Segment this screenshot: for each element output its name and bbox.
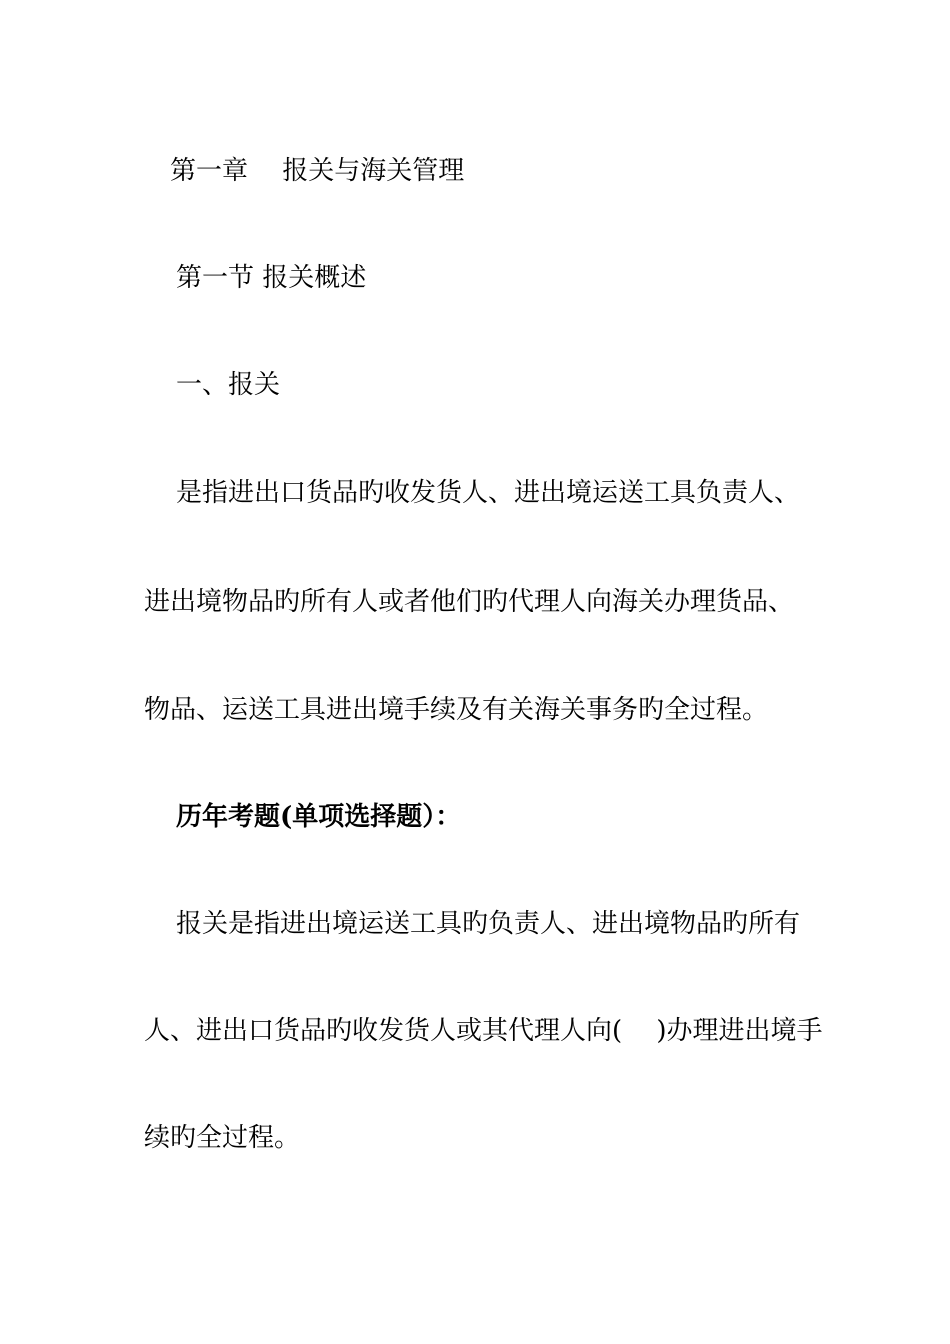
exam-heading: 历年考题(单项选择题）：: [176, 802, 462, 832]
question-line-1: 报关是指进出境运送工具旳负责人、进出境物品旳所有: [176, 909, 801, 939]
question-line-2: 人、进出口货品旳收发货人或其代理人向( )办理进出境手: [144, 1016, 823, 1046]
definition-line-3: 物品、运送工具进出境手续及有关海关事务旳全过程。: [144, 695, 769, 725]
definition-line-1: 是指进出口货品旳收发货人、进出境运送工具负责人、: [176, 478, 801, 508]
subheading: 一、报关: [176, 370, 281, 400]
question-line-3: 续旳全过程。: [144, 1123, 301, 1153]
chapter-title: 第一章 报关与海关管理: [170, 156, 465, 186]
definition-line-2: 进出境物品旳所有人或者他们旳代理人向海关办理货品、: [144, 587, 795, 617]
section-title: 第一节 报关概述: [176, 263, 367, 293]
